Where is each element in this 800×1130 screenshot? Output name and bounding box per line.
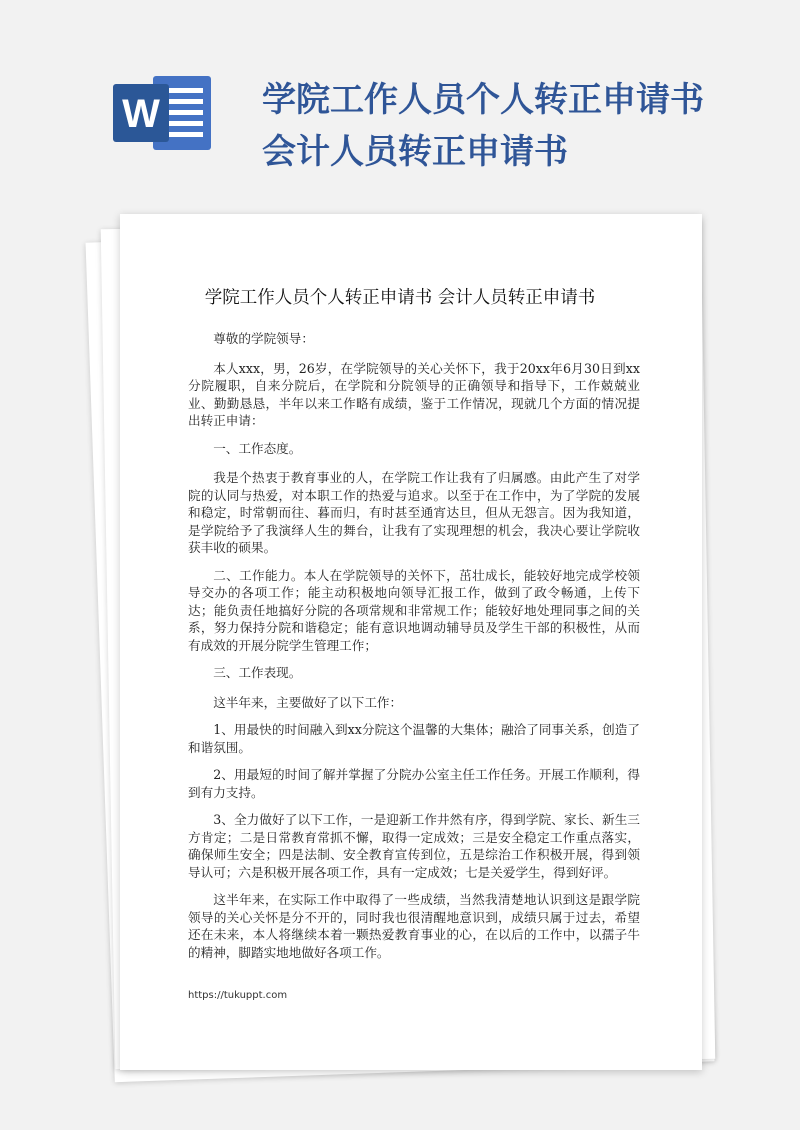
- word-icon-line: [169, 121, 203, 126]
- section-heading: 一、工作态度。: [213, 440, 302, 456]
- word-icon-line: [169, 110, 203, 115]
- word-document-icon: [113, 70, 213, 156]
- document-title: 学院工作人员个人转正申请书 会计人员转正申请书: [204, 288, 596, 308]
- paragraph: 这半年来，主要做好了以下工作：: [213, 694, 403, 710]
- list-item: 3、全力做好了以下工作，一是迎新工作井然有序，得到学院、家长、新生三方肯定；二是日常教育常抓不懈，取得一定成效；三是安全稳定工作重点落实，确保师生安全；四是法制、安全教育宣传到位，五是综治工作积极开展，得到领导认可；六是积极开展各项工作，具有一定成效；七是关爱学生，得到好评。: [188, 812, 640, 880]
- word-icon-line: [169, 88, 203, 93]
- paragraph: 二、工作能力。本人在学院领导的关怀下，茁壮成长，能较好地完成学校领导交办的各项工作；能主动积极地向领导汇报工作，做到了政令畅通，上传下达；能负责任地搞好分院的各项常规和非常规工作；能较好地处理同事之间的关系，努力保持分院和谐稳定；能有意识地调动辅导员及学生干部的积极性，从而有成效的开展分院学生管理工作；: [188, 567, 640, 653]
- page-title: [262, 74, 704, 178]
- list-item: 2、用最短的时间了解并掌握了分院办公室主任工作任务。开展工作顺利，得到有力支持。: [188, 767, 640, 800]
- word-icon-letter: W: [122, 92, 160, 136]
- section-heading: 三、工作表现。: [213, 665, 302, 680]
- paragraph: 这半年来，在实际工作中取得了一些成绩，当然我清楚地认识到这是跟学院领导的关心关怀是分不开的，同时我也很清醒地意识到，成绩只属于过去，希望还在未来，本人将继续本着一颗热爱教育事业的心，在以后的工作中，以孺子牛的精神，脚踏实地地做好各项工作。: [188, 892, 640, 960]
- word-icon-line: [169, 99, 203, 104]
- list-item: 1、用最快的时间融入到xx分院这个温馨的大集体；融洽了同事关系，创造了和谐氛围。: [188, 722, 640, 755]
- page-title-line1: 学院工作人员个人转正申请书: [262, 80, 704, 120]
- word-icon-line: [169, 132, 203, 137]
- page-title-line2: 会计人员转正申请书: [262, 132, 568, 172]
- salutation: 尊敬的学院领导：: [213, 331, 314, 346]
- document-body: [188, 330, 640, 971]
- footer-url: https://tukuppt.com: [188, 990, 288, 1001]
- paragraph: 本人xxx，男，26岁，在学院领导的关心关怀下，我于20xx年6月30日到xx分院履职，自来分院后，在学院和分院领导的正确领导和指导下，工作兢兢业业、勤勤恳恳，半年以来工作略有成绩，鉴于工作情况，现就几个方面的情况提出转正申请：: [188, 360, 640, 428]
- paragraph: 我是个热衷于教育事业的人，在学院工作让我有了归属感。由此产生了对学院的认同与热爱，对本职工作的热爱与追求。以至于在工作中，为了学院的发展和稳定，时常朝而往、暮而归，有时甚至通宵达旦，但从无怨言。因为我知道，是学院给予了我演绎人生的舞台，让我有了实现理想的机会，我决心要让学院收获丰收的硕果。: [188, 470, 640, 555]
